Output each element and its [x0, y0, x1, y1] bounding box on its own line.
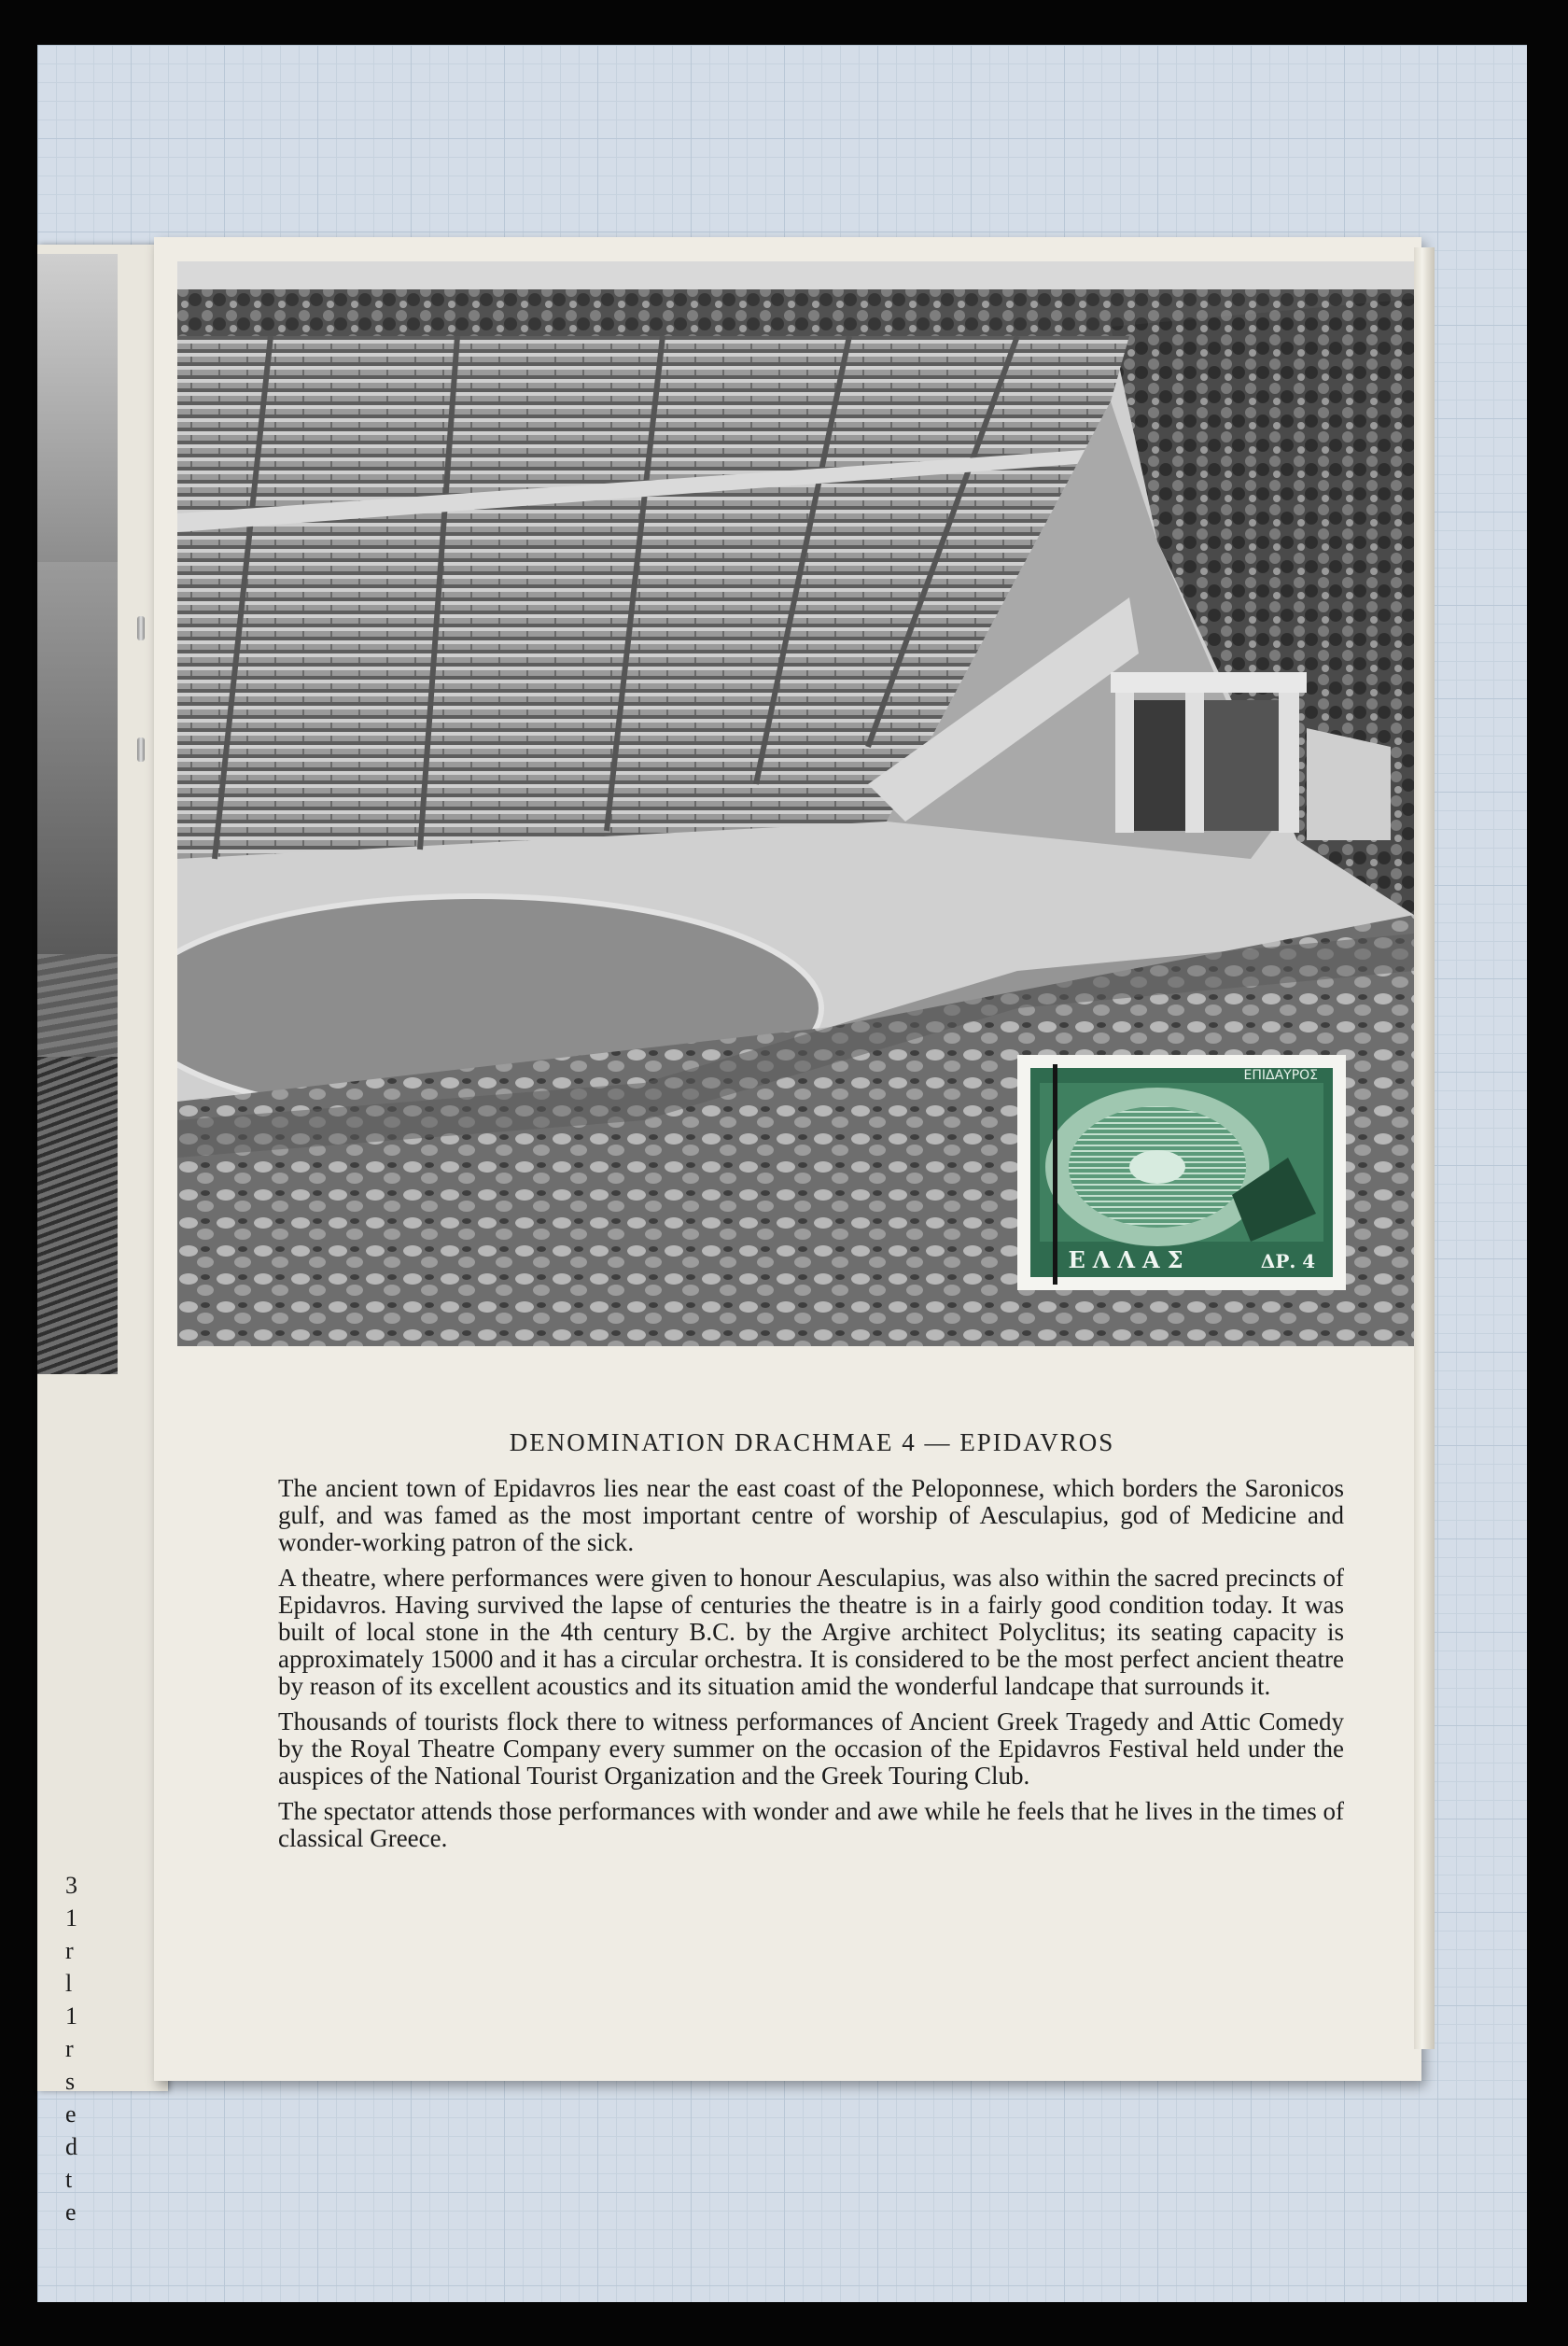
left-page: [37, 245, 168, 2226]
stamp-place-name: ΕΠΙΔΑΥΡΟΣ: [1243, 1068, 1318, 1083]
page-edge: [1414, 247, 1435, 2049]
left-page-text-fragment: [65, 1869, 80, 2228]
page-title: DENOMINATION DRACHMAE 4 — EPIDAVROS: [509, 1428, 1115, 1456]
left-page-photo: [37, 254, 118, 1365]
left-page-letter: 1: [65, 1904, 77, 1932]
paragraph: The ancient town of Epidavros lies near the east coast of the Peloponnese, which borders the Saronicos gulf, and was famed as the most important centre of worship of Aesculapius, god of Medicine and wonder-working patron of the sick.: [278, 1474, 1344, 1556]
paragraph: The spectator attends those performances with wonder and awe while he feels that he lives in the times of classical Greece.: [278, 1797, 1344, 1852]
left-page-letter: t: [65, 2166, 73, 2193]
left-page-letter: l: [65, 1970, 73, 1997]
paragraph: Thousands of tourists flock there to witness performances of Ancient Greek Tragedy and Attic Comedy by the Royal Theatre Company every summer on the occasion of the Epidavros Festival held under the auspices of the National Tourist Organization and the Greek Touring Club.: [278, 1707, 1344, 1790]
stamp-value: ΔΡ. 4: [1260, 1250, 1316, 1272]
left-page-letter: r: [65, 1937, 74, 1964]
left-page-letter: 3: [65, 1872, 77, 1899]
article-body: [278, 1475, 1344, 1852]
left-page-letter: d: [65, 2133, 77, 2160]
paragraph: A theatre, where performances were given to honour Aesculapius, was also within the sacred precincts of Epidavros. Having survived the lapse of centuries the theatre is in a fairly good condition today. It was built of local stone in the 4th century B.C. by the Argive architect Polyclitus; its seating capacity is approximately 15000 and it has a circular orchestra. It is considered to be the most perfect ancient theatre by reason of its excellent acoustics and its situation amid the wonderful landcape that surrounds it.: [278, 1564, 1344, 1700]
staple: [137, 738, 145, 762]
epidavros-postage-stamp: [1017, 1055, 1346, 1290]
left-page-letter: e: [65, 2198, 77, 2226]
left-page-letter: r: [65, 2035, 74, 2062]
left-page-letter: e: [65, 2100, 77, 2128]
left-page-letter: s: [65, 2068, 76, 2095]
left-page-letter: 1: [65, 2002, 77, 2030]
stamp-country: ΕΛΛΑΣ: [1068, 1246, 1191, 1273]
staple: [137, 616, 145, 640]
